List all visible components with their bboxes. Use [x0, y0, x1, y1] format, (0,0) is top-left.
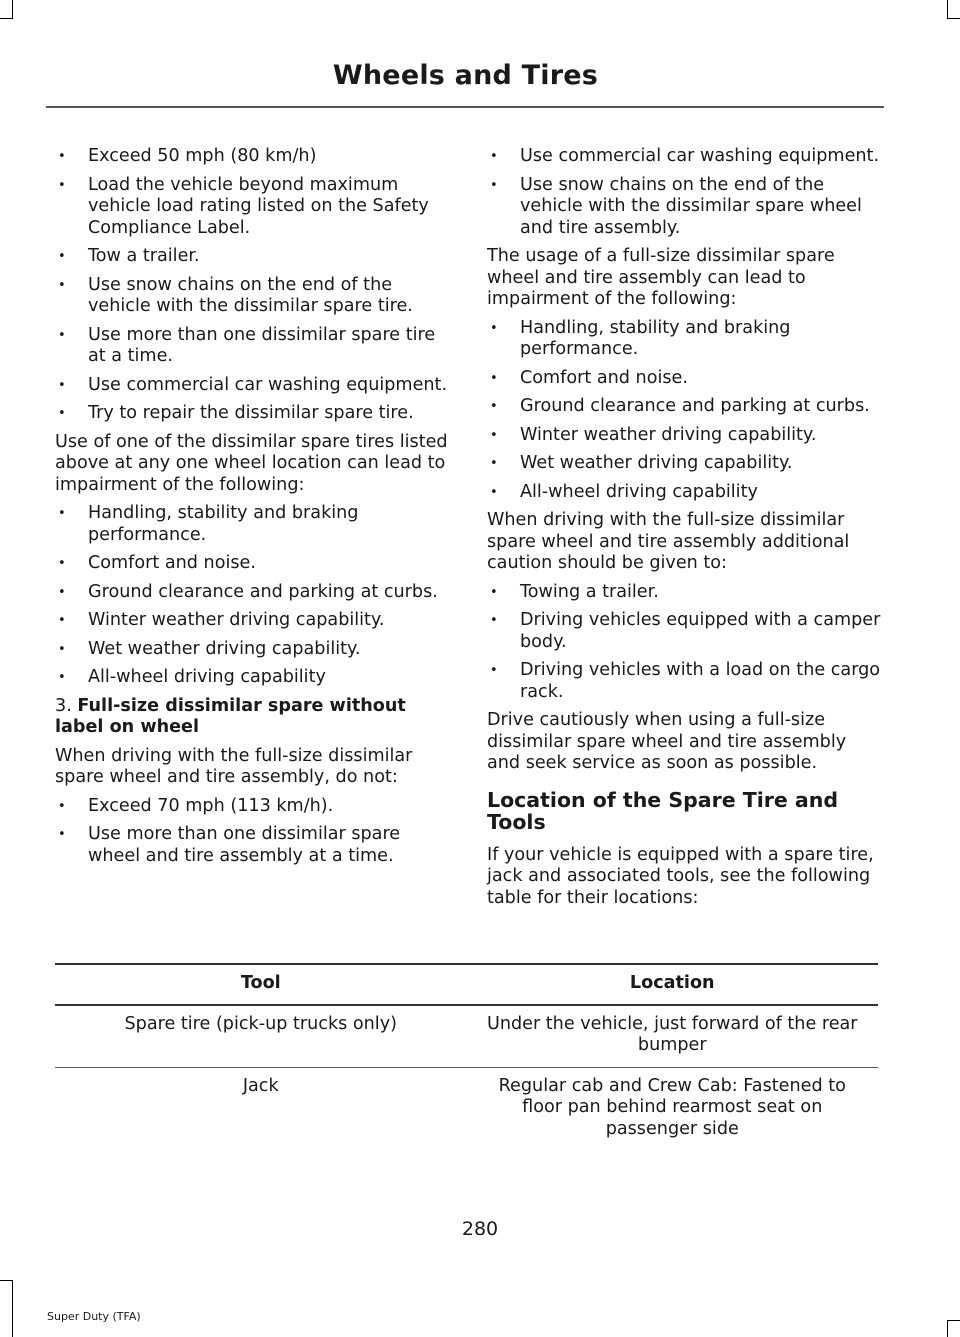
list-item: • Handling, stability and braking performance.	[55, 503, 449, 546]
list-item: • Driving vehicles equipped with a camper body.	[487, 610, 881, 653]
list-item: • Winter weather driving capability.	[55, 610, 449, 632]
section-heading: Location of the Spare Tire and Tools	[487, 787, 839, 834]
page-number: 280	[461, 1218, 499, 1240]
list-item: • Use commercial car washing equipment.	[55, 375, 449, 397]
list-item: • Exceed 70 mph (113 km/h).	[55, 796, 449, 818]
list-item: • Driving vehicles with a load on the cargo rack.	[487, 660, 881, 703]
list-item: • All-wheel driving capability	[55, 667, 449, 689]
crop-mark	[947, 18, 960, 19]
list-item: • Use more than one dissimilar spare wheel and tire assembly at a time.	[55, 824, 449, 867]
crop-mark	[947, 1320, 948, 1337]
list-item: • Exceed 50 mph (80 km/h)	[55, 146, 449, 168]
crop-mark	[947, 0, 948, 18]
section-title: Full-size dissimilar spare without label on wheel	[55, 695, 406, 737]
paragraph: When driving with the full-size dissimilar spare wheel and tire assembly, do not:	[55, 745, 413, 787]
list-item: • All-wheel driving capability	[487, 482, 881, 504]
paragraph: If your vehicle is equipped with a spare tire, jack and associated tools, see the following table for their locations:	[487, 844, 874, 908]
list-item: • Use snow chains on the end of the vehicle with the dissimilar spare tire.	[55, 275, 449, 318]
crop-mark	[0, 1280, 13, 1281]
list-item: • Towing a trailer.	[487, 582, 881, 604]
section-number: 3.	[55, 695, 72, 716]
list-item: • Ground clearance and parking at curbs.	[487, 396, 881, 418]
list-item: • Use more than one dissimilar spare tire at a time.	[55, 325, 449, 368]
paragraph: The usage of a full-size dissimilar spare wheel and tire assembly can lead to impairment of the following:	[487, 246, 835, 309]
impairment-list	[487, 318, 881, 504]
caution-list	[487, 582, 881, 704]
restrictions-list	[55, 146, 449, 425]
column-header-location: Location	[467, 964, 879, 1005]
impairment-list	[55, 503, 449, 689]
table-cell-location: Under the vehicle, just forward of the rear bumper	[467, 1005, 879, 1068]
list-item: • Handling, stability and braking performance.	[487, 318, 881, 361]
list-item: • Wet weather driving capability.	[487, 453, 881, 475]
page-title: Wheels and Tires	[332, 60, 598, 91]
crop-mark	[12, 0, 13, 18]
section-label	[55, 696, 449, 739]
table-row	[55, 1005, 878, 1068]
right-column	[487, 146, 881, 916]
list-item: • Comfort and noise.	[487, 368, 881, 390]
list-item: • Wet weather driving capability.	[55, 639, 449, 661]
paragraph: Drive cautiously when using a full-size dissimilar spare wheel and tire assembly and seek service as soon as possible.	[487, 710, 847, 773]
list-item: • Ground clearance and parking at curbs.	[55, 582, 449, 604]
paragraph: Use of one of the dissimilar spare tires listed above at any one wheel location can lead to impairment of the following:	[55, 431, 448, 495]
tools-location-table	[55, 963, 878, 1150]
table-row	[55, 1067, 878, 1150]
list-item: • Use commercial car washing equipment.	[487, 146, 881, 168]
list-item: • Use snow chains on the end of the vehicle with the dissimilar spare wheel and tire assembly.	[487, 175, 881, 240]
list-item: • Load the vehicle beyond maximum vehicle load rating listed on the Safety Compliance Label.	[55, 175, 449, 240]
table-cell-tool: Spare tire (pick-up trucks only)	[55, 1005, 467, 1068]
table-cell-tool: Jack	[242, 1075, 279, 1096]
column-header-tool: Tool	[55, 964, 467, 1005]
crop-mark	[947, 1320, 960, 1321]
header-divider	[46, 106, 884, 108]
list-item: • Winter weather driving capability.	[487, 425, 881, 447]
list-item: • Try to repair the dissimilar spare tire.	[55, 403, 449, 425]
table-cell-location: Regular cab and Crew Cab: Fastened to floor pan behind rearmost seat on passenger side	[498, 1075, 846, 1139]
table-header-row	[55, 964, 878, 1005]
list-item: • Tow a trailer.	[55, 246, 449, 268]
left-column	[55, 146, 449, 874]
list-item: • Comfort and noise.	[55, 553, 449, 575]
crop-mark	[12, 1280, 13, 1337]
crop-mark	[0, 18, 13, 19]
restrictions-list	[487, 146, 881, 239]
restrictions-list	[55, 796, 449, 868]
footer-text: Super Duty (TFA)	[47, 1310, 141, 1323]
paragraph: When driving with the full-size dissimilar spare wheel and tire assembly additional caution should be given to:	[487, 510, 850, 573]
